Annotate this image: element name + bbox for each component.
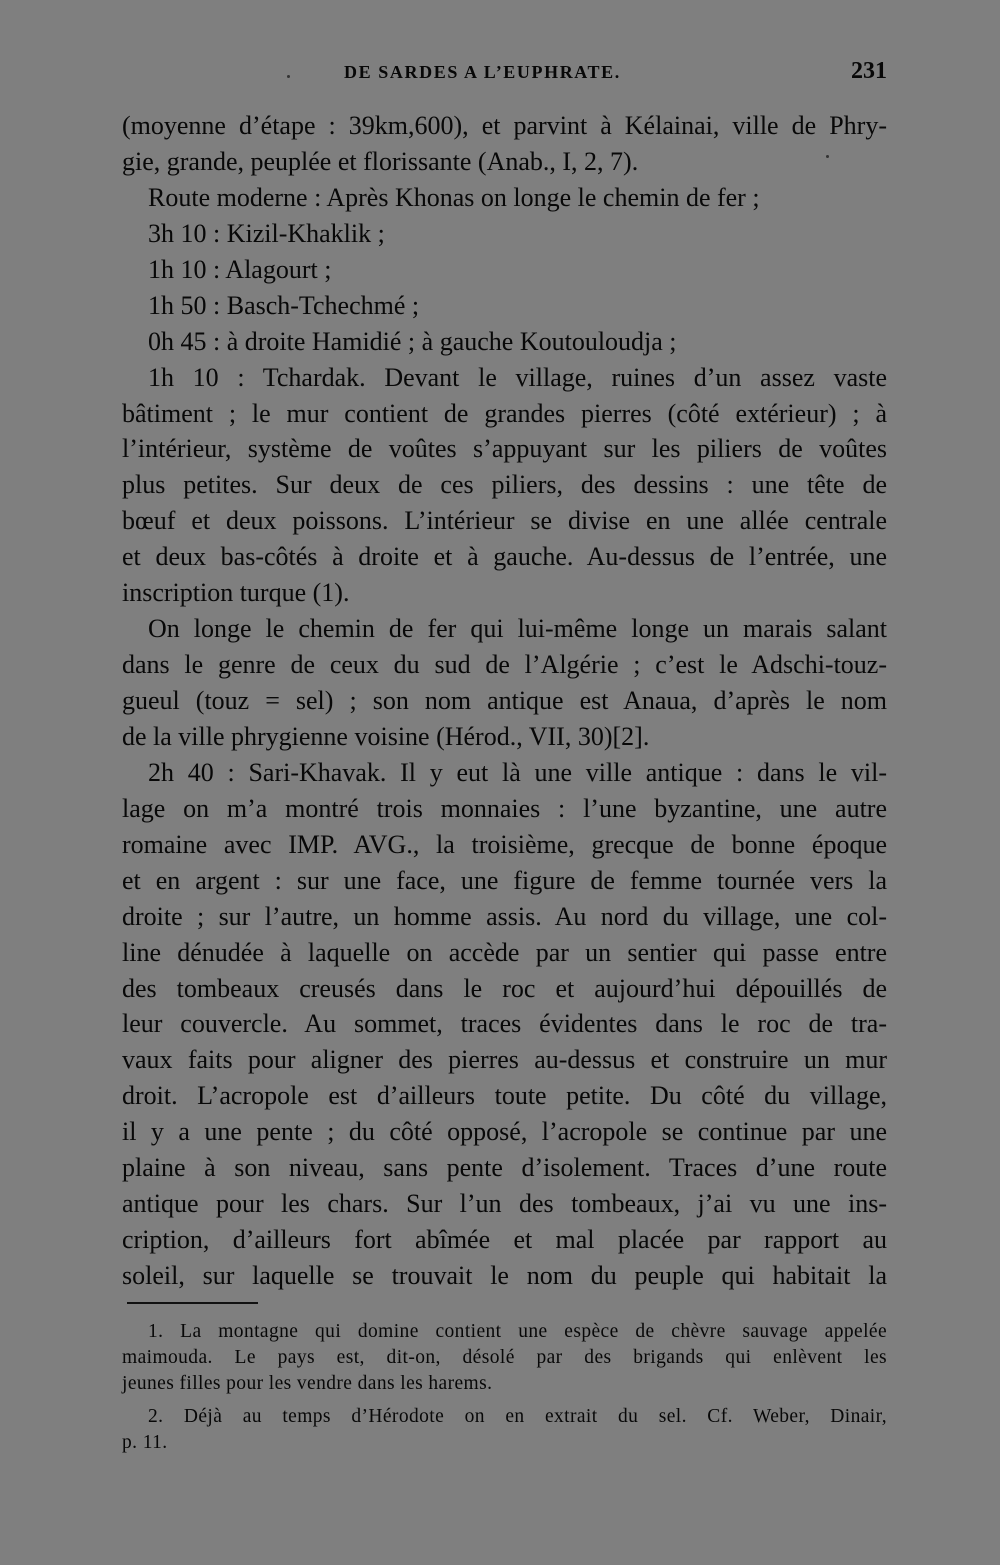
text-line: gueul (touz = sel) ; son nom antique est Anaua, d’après le nom bbox=[122, 686, 887, 715]
footnote-rule bbox=[127, 1302, 258, 1304]
text-line: line dénudée à laquelle on accède par un sentier qui passe entre bbox=[122, 937, 887, 967]
text-line: soleil, sur laquelle se trouvait le nom du peuple qui habitait la bbox=[122, 1261, 887, 1290]
itinerary-line: 2h 40 : Sari-Khavak. Il y eut là une ville antique : dans le vil- bbox=[148, 757, 887, 787]
text-line: droit. L’acropole est d’ailleurs toute petite. Du côté du village, bbox=[122, 1081, 887, 1111]
text-line: gie, grande, peuplée et florissante (Anab., I, 2, 7). bbox=[122, 146, 639, 176]
text-line: l’intérieur, système de voûtes s’appuyant sur les piliers de voûtes bbox=[122, 434, 887, 464]
footnote-line: 1. La montagne qui domine contient une espèce de chèvre sauvage appelée bbox=[148, 1321, 887, 1342]
text-line: bâtiment ; le mur contient de grandes pierres (côté extérieur) ; à bbox=[122, 398, 887, 428]
text-line: lage on m’a montré trois monnaies : l’une byzantine, une autre bbox=[122, 793, 887, 823]
text-line: vaux faits pour aligner des pierres au-dessus et construire un mur bbox=[122, 1045, 887, 1075]
itinerary-line: 0h 45 : à droite Hamidié ; à gauche Koutouloudja ; bbox=[148, 326, 677, 356]
page-number: 231 bbox=[851, 58, 887, 84]
itinerary-line: 3h 10 : Kizil-Khaklik ; bbox=[148, 218, 385, 248]
itinerary-line: 1h 10 : Tchardak. Devant le village, ruines d’un assez vaste bbox=[148, 362, 887, 392]
main-text bbox=[122, 108, 887, 1294]
text-line: plus petites. Sur deux de ces piliers, des dessins : une tête de bbox=[122, 470, 887, 500]
print-speck bbox=[287, 75, 290, 78]
text-line: bœuf et deux poissons. L’intérieur se divise en une allée centrale bbox=[122, 506, 887, 536]
footnote-line: 2. Déjà au temps d’Hérodote on en extrait du sel. Cf. Weber, Dinair, bbox=[148, 1406, 887, 1427]
footnote-line: jeunes filles pour les vendre dans les harems. bbox=[122, 1373, 493, 1394]
text-line: romaine avec IMP. AVG., la troisième, grecque de bonne époque bbox=[122, 829, 887, 859]
itinerary-line: 1h 50 : Basch-Tchechmé ; bbox=[148, 290, 420, 320]
running-title: DE SARDES A L’EUPHRATE. bbox=[344, 62, 621, 82]
text-line: droite ; sur l’autre, un homme assis. Au nord du village, une col- bbox=[122, 901, 887, 931]
text-line: inscription turque (1). bbox=[122, 578, 350, 608]
text-line: cription, d’ailleurs fort abîmée et mal placée par rapport au bbox=[122, 1225, 887, 1255]
text-line: leur couvercle. Au sommet, traces évidentes dans le roc de tra- bbox=[122, 1009, 887, 1039]
page-header bbox=[122, 58, 887, 92]
footnote-line: p. 11. bbox=[122, 1432, 168, 1453]
text-line: dans le genre de ceux du sud de l’Algérie ; c’est le Adschi-touz- bbox=[122, 650, 887, 680]
text-line: plaine à son niveau, sans pente d’isolement. Traces d’une route bbox=[122, 1153, 887, 1183]
text-line: Route moderne : Après Khonas on longe le chemin de fer ; bbox=[148, 182, 760, 212]
text-line: des tombeaux creusés dans le roc et aujourd’hui dépouillés de bbox=[122, 973, 887, 1003]
print-speck bbox=[826, 155, 829, 158]
book-page bbox=[122, 0, 887, 1565]
text-line: et deux bas-côtés à droite et à gauche. Au-dessus de l’entrée, une bbox=[122, 542, 887, 572]
text-line: et en argent : sur une face, une figure de femme tournée vers la bbox=[122, 865, 887, 895]
text-line: il y a une pente ; du côté opposé, l’acropole se continue par une bbox=[122, 1117, 887, 1147]
footnote-line: maimouda. Le pays est, dit-on, désolé par des brigands qui enlèvent les bbox=[122, 1347, 887, 1368]
text-line: antique pour les chars. Sur l’un des tombeaux, j’ai vu une ins- bbox=[122, 1189, 887, 1219]
text-line: On longe le chemin de fer qui lui-même longe un marais salant bbox=[148, 614, 887, 644]
itinerary-line: 1h 10 : Alagourt ; bbox=[148, 254, 332, 284]
text-line: (moyenne d’étape : 39km,600), et parvint à Kélainai, ville de Phry- bbox=[122, 111, 887, 140]
footnotes bbox=[122, 1319, 887, 1456]
text-line: de la ville phrygienne voisine (Hérod., VII, 30)[2]. bbox=[122, 721, 650, 751]
